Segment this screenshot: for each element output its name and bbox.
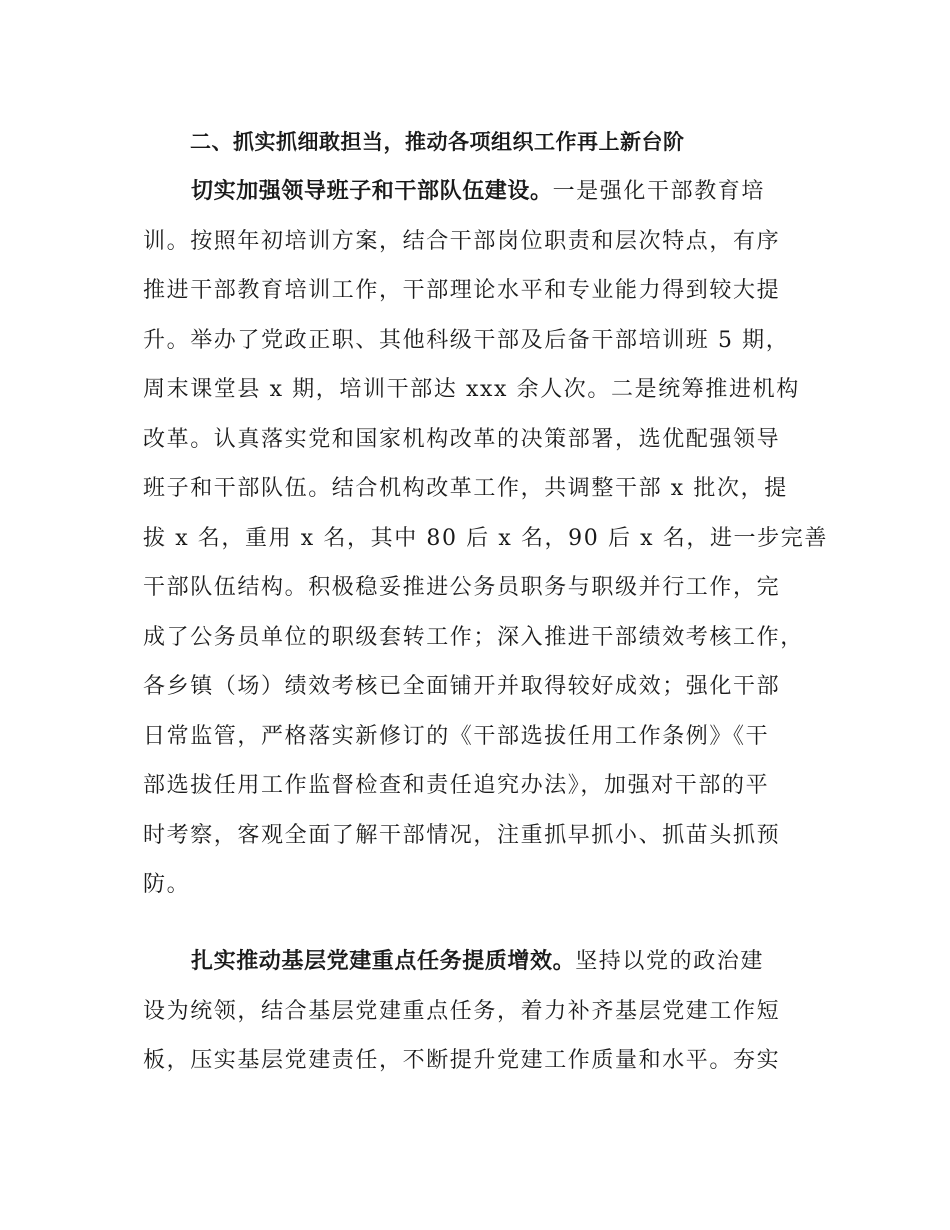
paragraph-line: 成了公务员单位的职级套转工作；深入推进干部绩效考核工作，	[143, 624, 804, 650]
paragraph-line: 设为统领，结合基层党建重点任务，着力补齐基层党建工作短	[143, 998, 781, 1024]
paragraph-line: 日常监管，严格落实新修订的《干部选拔任用工作条例》《干	[143, 723, 770, 749]
paragraph-grassroots-party-building	[143, 937, 823, 1086]
paragraph-line: 推进干部教育培训工作，干部理论水平和专业能力得到较大提	[143, 278, 781, 303]
paragraph-lead: 扎实推动基层党建重点任务提质增效。	[191, 949, 576, 974]
paragraph-line: 时考察，客观全面了解干部情况，注重抓早抓小、抓苗头抓预	[143, 822, 781, 848]
paragraph-line: 一是强化干部教育培	[552, 179, 766, 204]
paragraph-cadre-team-building	[143, 167, 828, 910]
paragraph-line: 部选拔任用工作监督检查和责任追究办法》，加强对干部的平	[143, 773, 770, 798]
section-heading: 二、抓实抓细敢担当，推动各项组织工作再上新台阶	[190, 130, 685, 154]
paragraph-line: 周末课堂县 x 期，培训干部达 xxx 余人次。二是统筹推进机构	[143, 377, 800, 402]
paragraph-line: 班子和干部队伍。结合机构改革工作，共调整干部 x 批次，提	[143, 476, 788, 501]
paragraph-line: 干部队伍结构。积极稳妥推进公务员职务与职级并行工作，完	[143, 575, 781, 600]
paragraph-lead: 切实加强领导班子和干部队伍建设。	[191, 179, 553, 204]
paragraph-line: 训。按照年初培训方案，结合干部岗位职责和层次特点，有序	[143, 228, 781, 254]
paragraph-line: 升。举办了党政正职、其他科级干部及后备干部培训班 5 期，	[143, 327, 790, 353]
paragraph-line: 板，压实基层党建责任，不断提升党建工作质量和水平。夯实	[143, 1048, 781, 1073]
paragraph-line: 拔 x 名，重用 x 名，其中 80 后 x 名，90 后 x 名，进一步完善	[143, 525, 828, 551]
paragraph-first-line	[143, 167, 823, 217]
paragraph-line: 坚持以党的政治建	[575, 949, 765, 974]
paragraph-first-line	[143, 937, 823, 987]
paragraph-line: 改革。认真落实党和国家机构改革的决策部署，选优配强领导	[143, 426, 781, 452]
paragraph-line: 防。	[143, 872, 191, 897]
paragraph-line: 各乡镇（场）绩效考核已全面铺开并取得较好成效；强化干部	[143, 674, 781, 699]
